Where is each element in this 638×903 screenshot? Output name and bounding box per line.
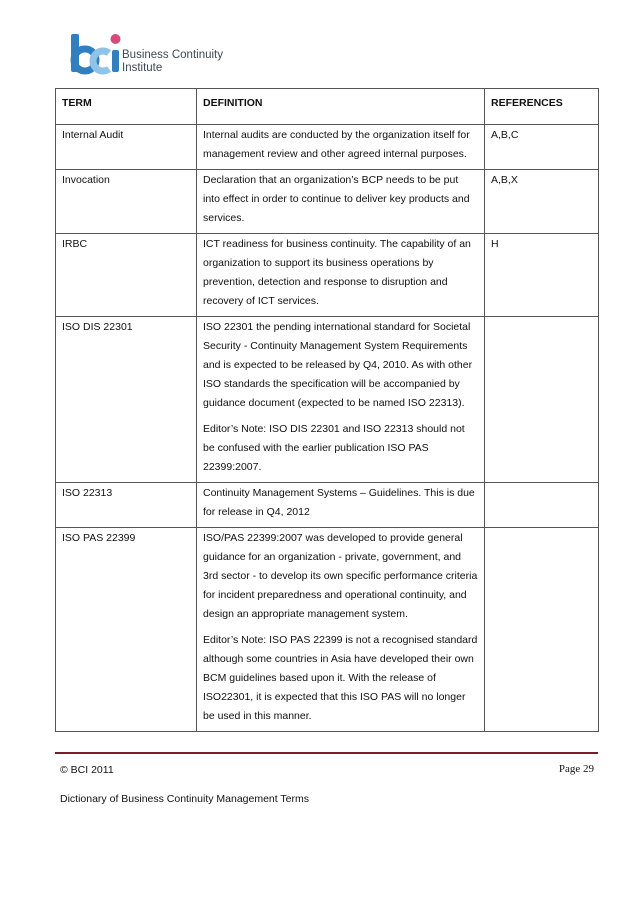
- table-row: [56, 317, 599, 483]
- editor-note-text: Editor’s Note: ISO PAS 22399 is not a recognised standard although some countries in Asia have developed their own BCM guidelines based upon it. With the release of ISO22301, it is expected that this ISO PAS will no longer be used in this manner.: [203, 634, 478, 722]
- org-name-line2: Institute: [122, 62, 163, 74]
- table-header-row: [56, 89, 599, 125]
- references-cell: A,B,X: [485, 170, 599, 234]
- org-name: [122, 49, 223, 75]
- term-cell: ISO DIS 22301: [56, 317, 197, 483]
- editor-note-text: Editor’s Note: ISO DIS 22301 and ISO 22313 should not be confused with the earlier publication ISO PAS 22399:2007.: [203, 423, 465, 473]
- definition-text: ISO 22301 the pending international standard for Societal Security - Continuity Management System Requirements and is expected to be released by Q4, 2010. As with other ISO standards the specification will be accompanied by guidance document (expected to be named ISO 22313).: [203, 321, 473, 409]
- table-row: [56, 483, 599, 528]
- table-row: [56, 528, 599, 732]
- table-row: [56, 170, 599, 234]
- references-cell: [485, 483, 599, 528]
- definition-cell: [197, 317, 485, 483]
- definition-text: ICT readiness for business continuity. The capability of an organization to support its business operations by prevention, detection and response to disruption and recovery of ICT services.: [203, 238, 471, 307]
- definition-cell: [197, 483, 485, 528]
- definition-text: Internal audits are conducted by the organization itself for management review and other agreed internal purposes.: [203, 129, 470, 160]
- table-row: [56, 125, 599, 170]
- header-definition: DEFINITION: [197, 89, 485, 125]
- definition-cell: [197, 234, 485, 317]
- terms-table: [55, 88, 599, 732]
- references-cell: [485, 528, 599, 732]
- term-cell: ISO PAS 22399: [56, 528, 197, 732]
- term-cell: Internal Audit: [56, 125, 197, 170]
- references-cell: [485, 317, 599, 483]
- references-cell: A,B,C: [485, 125, 599, 170]
- footer-document-title: Dictionary of Business Continuity Management Terms: [60, 793, 310, 805]
- definition-text: ISO/PAS 22399:2007 was developed to provide general guidance for an organization - private, government, and 3rd sector - to develop its own specific performance criteria for incident preparedness and operational continuity, and design an appropriate management system.: [203, 532, 478, 620]
- definition-text: Continuity Management Systems – Guidelines. This is due for release in Q4, 2012: [203, 487, 475, 518]
- references-cell: H: [485, 234, 599, 317]
- header-term: TERM: [56, 89, 197, 125]
- term-cell: IRBC: [56, 234, 197, 317]
- definition-cell: [197, 125, 485, 170]
- definition-text: Declaration that an organization’s BCP needs to be put into effect in order to continue to deliver key products and services.: [203, 174, 470, 224]
- definition-cell: [197, 528, 485, 732]
- term-cell: Invocation: [56, 170, 197, 234]
- footer-copyright: © BCI 2011: [60, 764, 114, 776]
- table-row: [56, 234, 599, 317]
- org-name-line1: Business Continuity: [122, 49, 223, 61]
- header-references: REFERENCES: [485, 89, 599, 125]
- footer-divider: [55, 752, 598, 754]
- term-cell: ISO 22313: [56, 483, 197, 528]
- definition-cell: [197, 170, 485, 234]
- footer-page-number: Page 29: [558, 763, 594, 775]
- bci-logo-mark: [68, 28, 122, 80]
- bci-logo: [68, 28, 243, 80]
